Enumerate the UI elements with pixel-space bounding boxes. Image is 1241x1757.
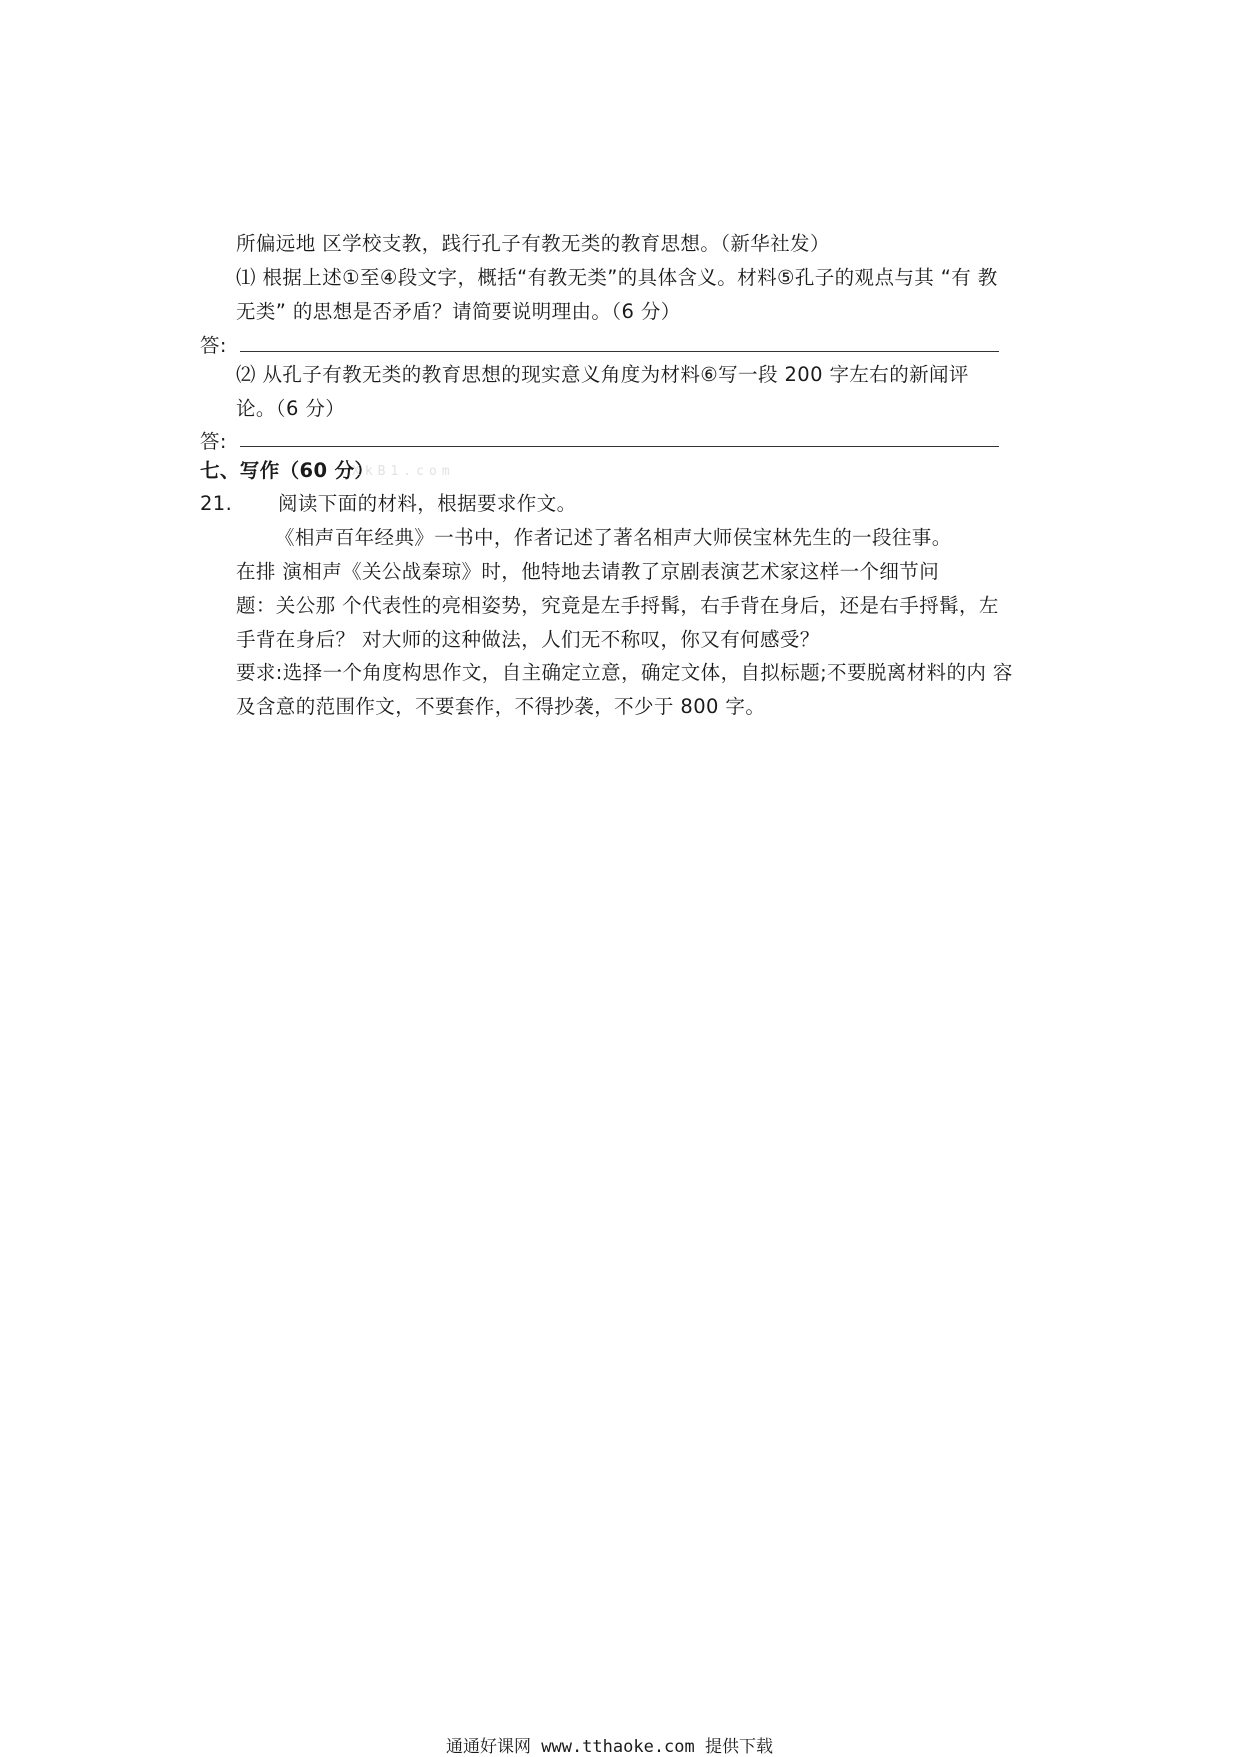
answer1-label: 答: <box>200 334 227 357</box>
q21-material-line1: 《相声百年经典》一书中，作者记述了著名相声大师侯宝林先生的一段往事。 <box>275 526 952 549</box>
answer2-blank-line[interactable] <box>240 446 999 447</box>
q21-number: 21. <box>200 492 233 515</box>
q21-requirement-line2: 及含意的范围作文，不要套作，不得抄袭，不少于 800 字。 <box>236 695 766 718</box>
q21-material-line3: 题：关公那 个代表性的亮相姿势，究竟是左手捋髯，右手背在身后，还是右手捋髯，左 <box>236 594 999 617</box>
q20-sub1-line2: 无类” 的思想是否矛盾？请简要说明理由。（6 分） <box>236 300 681 323</box>
q21-material-line4: 手背在身后？ 对大师的这种做法，人们无不称叹，你又有何感受？ <box>236 628 820 651</box>
answer2-label: 答: <box>200 430 227 453</box>
q20-sub2-line2: 论。（6 分） <box>236 397 346 420</box>
q20-continuation-text: 所偏远地 区学校支教，践行孔子有教无类的教育思想。（新华社发） <box>236 232 830 255</box>
q21-requirement-line1: 要求:选择一个角度构思作文，自主确定立意，确定文体，自拟标题;不要脱离材料的内 容 <box>236 661 1013 684</box>
footer-source-text: 通通好课网 www.tthaoke.com 提供下载 <box>446 1737 773 1757</box>
watermark-text: XkB1.com <box>352 464 455 479</box>
q21-intro: 阅读下面的材料，根据要求作文。 <box>278 492 577 515</box>
section7-heading: 七、写作（60 分） <box>200 459 375 482</box>
q21-material-line2: 在排 演相声《关公战秦琼》时，他特地去请教了京剧表演艺术家这样一个细节问 <box>236 560 940 583</box>
q20-sub1-line1: ⑴ 根据上述①至④段文字，概括“有教无类”的具体含义。材料⑤孔子的观点与其 “有 教 <box>236 266 998 289</box>
answer1-blank-line[interactable] <box>240 351 999 352</box>
q20-sub2-line1: ⑵ 从孔子有教无类的教育思想的现实意义角度为材料⑥写一段 200 字左右的新闻评 <box>236 363 969 386</box>
